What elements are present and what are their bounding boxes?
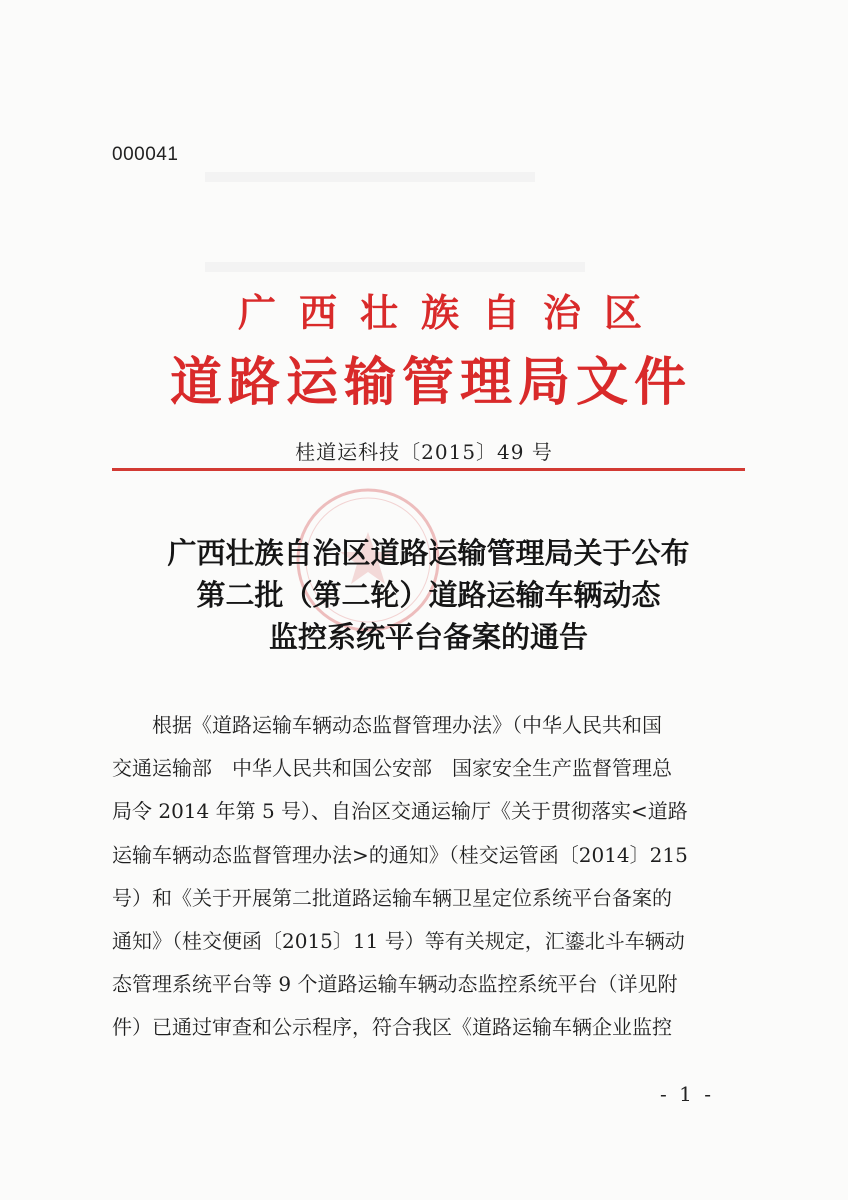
- body-line: 态管理系统平台等 9 个道路运输车辆动态监控系统平台（详见附: [112, 972, 678, 997]
- notice-title: [112, 532, 745, 658]
- notice-title-line: 第二批（第二轮）道路运输车辆动态: [196, 578, 661, 612]
- red-divider-rule: [112, 468, 745, 471]
- body-line: 通知》（桂交便函〔2015〕11 号）等有关规定，汇鎏北斗车辆动: [112, 929, 685, 954]
- body-line: 根据《道路运输车辆动态监督管理办法》（中华人民共和国: [112, 713, 662, 737]
- body-line: 件）已通过审查和公示程序，符合我区《道路运输车辆企业监控: [112, 1015, 672, 1040]
- document-serial-number: 000041: [112, 144, 179, 165]
- body-line: 号）和《关于开展第二批道路运输车辆卫星定位系统平台备案的: [112, 885, 672, 910]
- faint-rule: [205, 262, 585, 272]
- body-line: 运输车辆动态监督管理办法>的通知》（桂交运管函〔2014〕215: [112, 842, 688, 867]
- issuer-header-line1: 广西壮族自治区: [238, 290, 666, 335]
- notice-body: [112, 704, 752, 1050]
- notice-title-line: 广西壮族自治区道路运输管理局关于公布: [167, 536, 690, 570]
- body-line: 交通运输部 中华人民共和国公安部 国家安全生产监督管理总: [112, 756, 672, 781]
- faint-rule: [205, 172, 535, 182]
- body-line: 局令 2014 年第 5 号）、自治区交通运输厅《关于贯彻落实<道路: [112, 799, 688, 824]
- issuer-header-line2: 道路运输管理局文件: [170, 352, 693, 413]
- file-reference-number: 桂道运科技〔2015〕49 号: [295, 440, 553, 464]
- notice-title-line: 监控系统平台备案的通告: [268, 620, 588, 654]
- page-number: - 1 -: [660, 1082, 714, 1106]
